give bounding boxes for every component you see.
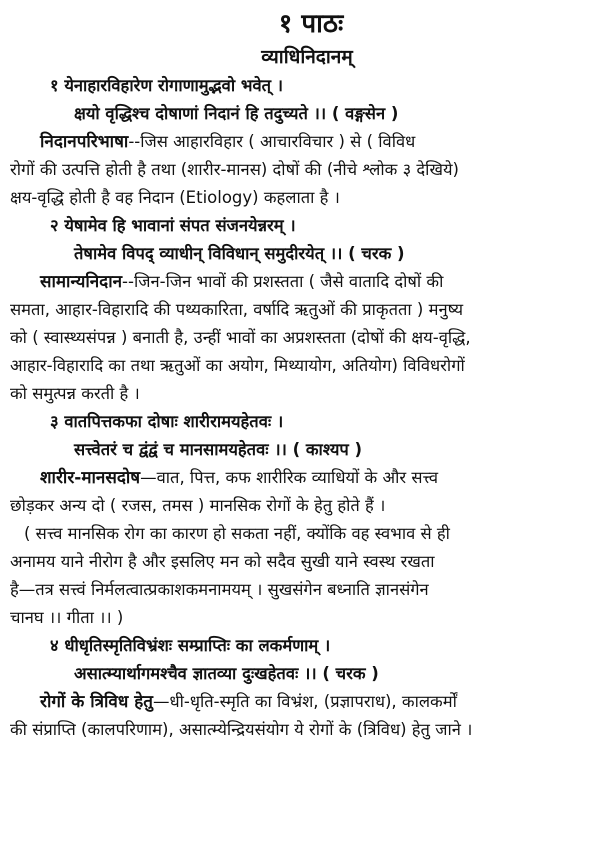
shloka-3-line-2: सत्त्वेतरं च द्वंद्वं च मानसामयहेतवः ।। ( काश्यप ) xyxy=(74,440,363,459)
shloka-4-line-1: ४ धीधृतिस्मृतिविभ्रंशः सम्प्राप्तिः का लकर्मणाम् । xyxy=(50,636,331,655)
shloka-2-line-2: तेषामेव विपद् व्याधीन् विविधान् समुदीरयेत् ।। ( चरक ) xyxy=(74,244,405,263)
definition-2-line-3: को ( स्वास्थ्यसंपन्न ) बनाती है, उन्हीं भावों का अप्रशस्तता (दोषों की क्षय-वृद्धि, xyxy=(10,328,471,347)
term-sharira-manasa-dosha: शारीर-मानसदोष xyxy=(40,468,141,488)
definition-2-line-5: को समुत्पन्न करती है । xyxy=(10,384,140,403)
note-3-line-3: है—तत्र सत्त्वं निर्मलत्वात्प्रकाशकमनामयम् । सुखसंगेन बध्नाति ज्ञानसंगेन xyxy=(10,580,429,599)
shloka-3-line-1: ३ वातपित्तकफा दोषाः शारीरामयहेतवः । xyxy=(50,412,284,431)
definition-1-text: --जिस आहारविहार ( आचारविचार ) से ( विविध xyxy=(128,132,416,151)
shloka-1-line-2: क्षयो वृद्धिश्च दोषाणां निदानं हि तदुच्यते ।। ( वङ्गसेन ) xyxy=(74,104,399,123)
note-3-line-1: ( सत्त्व मानसिक रोग का कारण हो सकता नहीं, क्योंकि वह स्वभाव से ही xyxy=(24,524,450,543)
term-samanya-nidana: सामान्यनिदान xyxy=(40,272,123,292)
definition-1-line-2: रोगों की उत्पत्ति होती है तथा (शारीर-मानस) दोषों की (नीचे श्लोक ३ देखिये) xyxy=(10,160,459,179)
definition-3-text: —वात, पित्त, कफ शारीरिक व्याधियों के और सत्त्व xyxy=(140,468,439,487)
term-nidana-paribhasha: निदानपरिभाषा xyxy=(40,132,129,152)
note-3-line-2: अनामय याने नीरोग है और इसलिए मन को सदैव सुखी याने स्वस्थ रखता xyxy=(10,552,435,571)
definition-3-line-2: छोड़कर अन्य दो ( रजस, तमस ) मानसिक रोगों के हेतु होते हैं । xyxy=(10,496,386,515)
definition-1-line-1 xyxy=(10,128,582,156)
definition-4-line-2: की संप्राप्ति (कालपरिणाम), असात्म्येन्द्रियसंयोग ये रोगों के (त्रिविध) हेतु जाने । xyxy=(10,720,473,739)
definition-2-line-2: समता, आहार-विहारादि की पथ्यकारिता, वर्षादि ऋतुओं की प्राकृतता ) मनुष्य xyxy=(10,300,464,319)
definition-4-text: —धी-धृति-स्मृति का विभ्रंश, (प्रज्ञापराध), कालकर्मों xyxy=(152,692,457,711)
definition-2-line-4: आहार-विहारादि का तथा ऋतुओं का अयोग, मिथ्यायोग, अतियोग) विविधरोगों xyxy=(10,356,465,375)
definition-1-line-3: क्षय-वृद्धि होती है वह निदान (Etiology) कहलाता है । xyxy=(10,188,340,207)
chapter-subtitle: व्याधिनिदानम् xyxy=(261,46,353,68)
shloka-1-line-1: १ येनाहारविहारेण रोगाणामुद्भवो भवेत् । xyxy=(50,76,284,95)
definition-3-line-1 xyxy=(10,464,582,492)
definition-2-line-1 xyxy=(10,268,582,296)
definition-4-line-1 xyxy=(10,688,582,716)
shloka-4-line-2: असात्म्यार्थागमश्चैव ज्ञातव्या दुःखहेतवः ।। ( चरक ) xyxy=(74,664,379,683)
shloka-2-line-1: २ येषामेव हि भावानां संपत संजनयेन्नरम् । xyxy=(50,216,296,235)
note-3-line-4: चानघ ।। गीता ।। ) xyxy=(10,608,124,627)
term-trividha-hetu: रोगों के त्रिविध हेतु xyxy=(40,692,153,712)
lesson-title: १ पाठः xyxy=(278,9,344,39)
definition-2-text: --जिन-जिन भावों की प्रशस्तता ( जैसे वातादि दोषों की xyxy=(122,272,444,291)
